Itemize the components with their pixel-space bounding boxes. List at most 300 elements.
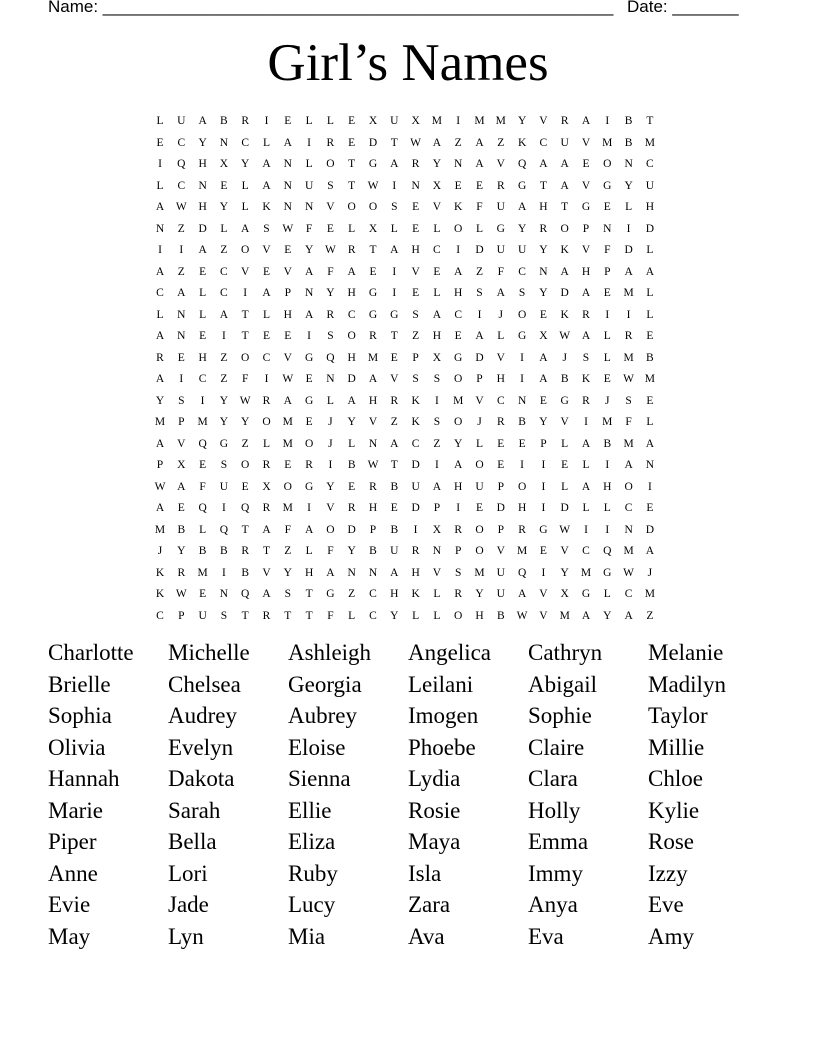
grid-letter: A xyxy=(517,588,527,600)
grid-letter: E xyxy=(539,545,547,557)
grid-letter: I xyxy=(605,523,610,536)
grid-letter: C xyxy=(369,609,377,622)
grid-letter: W xyxy=(175,201,187,213)
grid-letter: H xyxy=(432,330,442,342)
grid-letter: L xyxy=(603,351,611,364)
grid-letter: A xyxy=(624,609,633,622)
grid-letter: P xyxy=(412,351,419,364)
grid-letter: D xyxy=(347,523,356,536)
grid-letter: K xyxy=(155,566,165,579)
grid-letter: Q xyxy=(198,437,207,450)
grid-letter: R xyxy=(582,308,590,321)
grid-letter: U xyxy=(177,115,186,127)
grid-letter: B xyxy=(390,523,399,536)
grid-letter: Y xyxy=(390,609,399,622)
grid-letter: G xyxy=(454,351,463,364)
grid-letter: R xyxy=(582,394,590,407)
grid-letter: L xyxy=(475,437,484,450)
grid-letter: E xyxy=(177,502,185,514)
grid-letter: M xyxy=(602,136,613,149)
grid-letter: Y xyxy=(304,244,314,256)
grid-letter: U xyxy=(517,244,527,256)
grid-letter: W xyxy=(154,480,166,493)
grid-letter: J xyxy=(157,545,163,557)
grid-letter: N xyxy=(624,158,633,170)
grid-letter: A xyxy=(304,265,314,278)
grid-letter: A xyxy=(155,502,165,514)
grid-letter: O xyxy=(454,609,463,622)
word-list-item: Anne xyxy=(48,860,98,886)
grid-letter: T xyxy=(241,609,249,622)
grid-letter: S xyxy=(263,222,270,235)
grid-letter: Y xyxy=(539,244,548,256)
grid-letter: N xyxy=(454,158,463,170)
grid-letter: F xyxy=(625,416,632,428)
grid-letter: V xyxy=(432,566,442,579)
word-list-item: Sophia xyxy=(48,703,112,728)
word-list-item: Audrey xyxy=(168,703,237,728)
word-list-item: Maya xyxy=(408,829,461,854)
grid-letter: F xyxy=(327,265,334,278)
grid-letter: O xyxy=(241,244,250,256)
grid-letter: K xyxy=(560,244,569,256)
grid-letter: I xyxy=(520,373,525,385)
grid-letter: V xyxy=(326,502,335,514)
grid-letter: W xyxy=(282,222,294,235)
grid-letter: O xyxy=(475,459,484,471)
grid-letter: W xyxy=(324,244,336,256)
grid-letter: R xyxy=(411,545,420,557)
grid-letter: E xyxy=(475,502,484,514)
grid-letter: L xyxy=(646,287,654,299)
grid-letter: C xyxy=(411,437,420,450)
grid-letter: R xyxy=(411,158,420,170)
grid-letter: E xyxy=(177,351,185,364)
grid-row xyxy=(150,348,670,369)
grid-letter: T xyxy=(348,179,356,192)
grid-letter: L xyxy=(433,609,441,622)
grid-letter: E xyxy=(284,330,292,342)
grid-letter: X xyxy=(177,459,186,471)
grid-row xyxy=(150,219,670,240)
word-list-item: Cathryn xyxy=(528,640,603,665)
word-list-item: Emma xyxy=(528,829,589,854)
grid-letter: O xyxy=(454,416,463,428)
grid-letter: W xyxy=(410,136,422,149)
grid-letter: A xyxy=(539,373,548,385)
grid-letter: Y xyxy=(475,588,484,600)
word-list-item: Marie xyxy=(48,797,103,823)
grid-letter: Y xyxy=(454,437,463,450)
grid-letter: V xyxy=(241,265,250,278)
grid-letter: L xyxy=(156,115,164,127)
word-list-item: Rosie xyxy=(408,797,461,823)
word-list-item: Jade xyxy=(168,892,209,917)
word-list-item: Hannah xyxy=(48,766,120,791)
grid-letter: M xyxy=(623,545,634,557)
grid-letter: Q xyxy=(241,588,250,600)
word-list-item: Sarah xyxy=(168,797,221,823)
grid-row xyxy=(150,434,670,455)
grid-letter: K xyxy=(411,588,420,600)
grid-letter: G xyxy=(304,394,314,407)
grid-letter: N xyxy=(283,158,292,170)
grid-letter: I xyxy=(626,308,631,321)
grid-letter: D xyxy=(560,502,569,514)
grid-letter: S xyxy=(433,373,441,385)
grid-letter: W xyxy=(367,179,379,192)
grid-letter: U xyxy=(198,609,207,622)
grid-letter: E xyxy=(199,265,207,278)
word-list-item: Chelsea xyxy=(168,671,241,697)
word-list-item: Phoebe xyxy=(408,734,476,760)
grid-letter: E xyxy=(348,115,356,127)
grid-letter: F xyxy=(305,222,313,235)
grid-letter: T xyxy=(305,588,313,600)
grid-letter: N xyxy=(304,287,314,299)
grid-letter: C xyxy=(220,265,228,278)
grid-letter: E xyxy=(539,308,547,321)
grid-letter: A xyxy=(155,265,165,278)
grid-row xyxy=(150,541,670,562)
grid-letter: M xyxy=(623,437,634,450)
grid-letter: I xyxy=(456,244,461,256)
grid-letter: I xyxy=(307,330,312,342)
grid-letter: E xyxy=(348,136,356,149)
grid-letter: A xyxy=(262,523,271,536)
grid-letter: Y xyxy=(560,566,569,579)
grid-letter: S xyxy=(327,179,334,192)
grid-letter: R xyxy=(262,502,271,514)
grid-letter: V xyxy=(496,158,505,170)
word-list-item: Evelyn xyxy=(168,734,234,760)
grid-letter: H xyxy=(517,502,527,514)
grid-letter: A xyxy=(155,373,165,385)
grid-letter: R xyxy=(347,502,356,514)
grid-letter: I xyxy=(584,523,588,536)
grid-letter: A xyxy=(581,115,591,127)
grid-letter: I xyxy=(243,287,248,299)
grid-letter: A xyxy=(262,179,271,192)
grid-letter: B xyxy=(220,545,228,557)
grid-row xyxy=(150,520,670,541)
grid-letter: I xyxy=(541,566,546,579)
grid-letter: A xyxy=(432,480,442,493)
grid-letter: G xyxy=(219,437,229,450)
grid-letter: H xyxy=(454,287,463,299)
grid-letter: Y xyxy=(283,566,292,579)
grid-letter: B xyxy=(347,459,356,471)
grid-letter: E xyxy=(369,265,377,278)
grid-letter: I xyxy=(158,244,162,256)
grid-letter: Q xyxy=(241,502,250,514)
grid-letter: I xyxy=(158,158,162,170)
grid-letter: M xyxy=(367,351,379,364)
grid-letter: K xyxy=(262,201,271,213)
grid-letter: R xyxy=(560,115,569,127)
grid-letter: D xyxy=(475,244,484,256)
grid-letter: Y xyxy=(517,222,527,235)
grid-letter: I xyxy=(307,136,312,149)
grid-letter: H xyxy=(347,287,356,299)
grid-letter: L xyxy=(433,287,441,299)
grid-letter: D xyxy=(411,502,420,514)
grid-letter: A xyxy=(155,437,165,450)
grid-letter: M xyxy=(474,115,485,127)
grid-letter: H xyxy=(496,373,505,385)
grid-letter: M xyxy=(154,416,166,428)
grid-letter: Y xyxy=(198,136,207,149)
grid-letter: G xyxy=(581,201,591,213)
grid-letter: C xyxy=(369,588,377,600)
grid-row xyxy=(150,326,670,347)
grid-letter: R xyxy=(454,523,463,536)
grid-letter: Y xyxy=(347,545,356,557)
grid-letter: R xyxy=(177,566,186,579)
word-list-item: Sophie xyxy=(528,703,592,728)
grid-letter: H xyxy=(603,480,612,493)
word-list-item: Taylor xyxy=(648,703,708,728)
grid-letter: L xyxy=(561,480,569,493)
grid-letter: Y xyxy=(155,394,165,407)
grid-letter: N xyxy=(517,394,527,407)
grid-letter: D xyxy=(198,222,207,235)
grid-row xyxy=(150,584,670,605)
grid-row xyxy=(150,391,670,412)
grid-letter: X xyxy=(368,222,378,235)
grid-letter: E xyxy=(199,330,207,342)
grid-letter: E xyxy=(497,459,505,471)
grid-letter: L xyxy=(326,115,334,127)
grid-letter: E xyxy=(603,201,611,213)
grid-letter: U xyxy=(304,179,314,192)
grid-letter: M xyxy=(453,394,464,407)
grid-letter: E xyxy=(646,394,654,407)
grid-letter: D xyxy=(347,373,356,385)
grid-letter: B xyxy=(646,351,654,364)
grid-letter: E xyxy=(454,330,462,342)
grid-letter: N xyxy=(539,265,548,278)
grid-letter: M xyxy=(282,502,293,514)
grid-letter: L xyxy=(646,244,654,256)
grid-letter: G xyxy=(390,308,399,321)
grid-letter: A xyxy=(454,265,463,278)
word-list-item: Eve xyxy=(648,892,684,917)
grid-letter: C xyxy=(177,179,186,192)
grid-letter: U xyxy=(219,480,229,493)
grid-letter: N xyxy=(177,330,186,342)
grid-letter: A xyxy=(155,330,165,342)
grid-letter: L xyxy=(305,545,313,557)
grid-letter: I xyxy=(584,416,588,428)
grid-letter: Z xyxy=(220,244,228,256)
grid-letter: O xyxy=(347,330,356,342)
grid-letter: I xyxy=(179,373,184,385)
grid-letter: M xyxy=(623,287,634,299)
grid-letter: E xyxy=(412,201,420,213)
grid-letter: E xyxy=(220,179,228,192)
grid-letter: S xyxy=(476,287,483,299)
grid-letter: A xyxy=(581,287,591,299)
grid-letter: A xyxy=(539,351,548,364)
grid-row xyxy=(150,133,670,154)
grid-letter: L xyxy=(348,609,356,622)
grid-letter: E xyxy=(454,179,462,192)
word-list-item: Eliza xyxy=(288,829,336,854)
grid-letter: V xyxy=(475,394,484,407)
grid-letter: N xyxy=(177,308,186,321)
grid-letter: A xyxy=(262,588,271,600)
grid-letter: Y xyxy=(624,179,633,192)
grid-letter: R xyxy=(518,523,526,536)
grid-letter: F xyxy=(327,609,334,622)
word-list-item: Chloe xyxy=(648,766,703,791)
grid-letter: O xyxy=(241,459,250,471)
grid-letter: E xyxy=(412,222,420,235)
grid-letter: E xyxy=(390,502,398,514)
grid-letter: L xyxy=(603,502,611,514)
grid-letter: E xyxy=(475,179,484,192)
grid-row xyxy=(150,262,670,283)
grid-letter: E xyxy=(561,459,569,471)
grid-letter: I xyxy=(626,222,631,235)
grid-letter: R xyxy=(262,459,271,471)
grid-letter: N xyxy=(283,201,292,213)
grid-letter: M xyxy=(580,566,592,579)
grid-letter: P xyxy=(178,416,185,428)
grid-letter: H xyxy=(454,480,463,493)
grid-letter: H xyxy=(368,394,378,407)
word-list-item: Clara xyxy=(528,766,578,791)
grid-letter: Z xyxy=(497,136,505,149)
grid-letter: R xyxy=(262,394,271,407)
grid-letter: E xyxy=(284,115,292,127)
grid-letter: E xyxy=(326,222,334,235)
grid-letter: O xyxy=(517,308,527,321)
grid-letter: K xyxy=(560,308,569,321)
grid-letter: W xyxy=(516,609,528,622)
grid-letter: L xyxy=(497,330,505,342)
grid-row xyxy=(150,412,670,433)
grid-letter: Y xyxy=(539,416,548,428)
grid-letter: P xyxy=(454,545,462,557)
grid-letter: X xyxy=(411,115,420,127)
word-list-item: Charlotte xyxy=(48,640,134,665)
grid-letter: X xyxy=(560,588,569,600)
grid-letter: G xyxy=(368,308,378,321)
grid-letter: Z xyxy=(412,330,420,342)
grid-letter: R xyxy=(390,394,399,407)
grid-letter: B xyxy=(198,545,207,557)
word-list-item: Georgia xyxy=(288,671,362,697)
grid-letter: Y xyxy=(432,158,442,170)
grid-letter: V xyxy=(581,136,591,149)
grid-letter: A xyxy=(560,265,569,278)
grid-letter: Q xyxy=(177,158,186,170)
grid-letter: E xyxy=(241,480,249,493)
word-list-item: Angelica xyxy=(408,640,492,665)
grid-letter: I xyxy=(434,394,439,407)
grid-letter: Q xyxy=(198,502,207,514)
grid-letter: E xyxy=(390,351,398,364)
grid-letter: K xyxy=(155,588,165,600)
grid-letter: V xyxy=(283,351,292,364)
grid-letter: B xyxy=(624,136,633,149)
grid-letter: M xyxy=(431,115,442,127)
grid-letter: A xyxy=(177,480,186,493)
grid-letter: R xyxy=(262,609,271,622)
grid-letter: L xyxy=(646,416,654,428)
word-list-item: Rose xyxy=(648,829,694,854)
grid-letter: A xyxy=(432,136,442,149)
grid-letter: R xyxy=(305,459,313,471)
grid-letter: L xyxy=(220,222,228,235)
grid-letter: T xyxy=(241,308,249,321)
grid-letter: B xyxy=(241,566,250,579)
grid-letter: J xyxy=(605,394,610,407)
grid-letter: I xyxy=(221,330,226,342)
grid-letter: H xyxy=(411,244,420,256)
grid-letter: G xyxy=(304,480,314,493)
grid-row xyxy=(150,477,670,498)
grid-letter: A xyxy=(475,158,484,170)
grid-letter: K xyxy=(454,201,463,213)
grid-letter: Z xyxy=(646,609,654,622)
grid-letter: V xyxy=(560,416,569,428)
word-list-item: Millie xyxy=(648,734,705,760)
grid-letter: E xyxy=(539,394,547,407)
grid-letter: C xyxy=(433,244,441,256)
grid-letter: R xyxy=(496,416,505,428)
grid-letter: Z xyxy=(241,437,249,450)
grid-letter: A xyxy=(581,609,591,622)
grid-letter: O xyxy=(304,437,314,450)
grid-letter: S xyxy=(220,459,228,471)
grid-letter: C xyxy=(262,351,271,364)
grid-letter: E xyxy=(646,330,654,342)
grid-letter: A xyxy=(581,480,591,493)
grid-letter: A xyxy=(390,566,399,579)
grid-letter: T xyxy=(646,115,654,127)
word-list-item: Amy xyxy=(648,923,694,949)
grid-letter: I xyxy=(392,179,397,192)
grid-letter: W xyxy=(239,394,251,407)
grid-letter: R xyxy=(496,179,505,192)
grid-letter: C xyxy=(518,265,526,278)
grid-letter: O xyxy=(560,222,569,235)
grid-letter: I xyxy=(200,394,205,407)
grid-letter: L xyxy=(348,437,356,450)
grid-letter: E xyxy=(199,459,207,471)
grid-letter: M xyxy=(495,115,506,127)
grid-letter: S xyxy=(454,566,462,579)
grid-letter: O xyxy=(517,480,527,493)
grid-letter: A xyxy=(347,265,356,278)
grid-letter: T xyxy=(348,158,356,170)
grid-letter: N xyxy=(283,179,292,192)
grid-letter: K xyxy=(581,373,591,385)
grid-letter: E xyxy=(262,265,271,278)
grid-letter: Q xyxy=(326,351,335,364)
grid-letter: A xyxy=(347,394,356,407)
grid-letter: O xyxy=(326,158,335,170)
grid-letter: Y xyxy=(326,287,335,299)
grid-letter: N xyxy=(411,179,420,192)
grid-row xyxy=(150,197,670,218)
grid-letter: W xyxy=(623,566,635,579)
word-list-item: Ruby xyxy=(288,860,338,886)
grid-letter: U xyxy=(496,201,505,213)
